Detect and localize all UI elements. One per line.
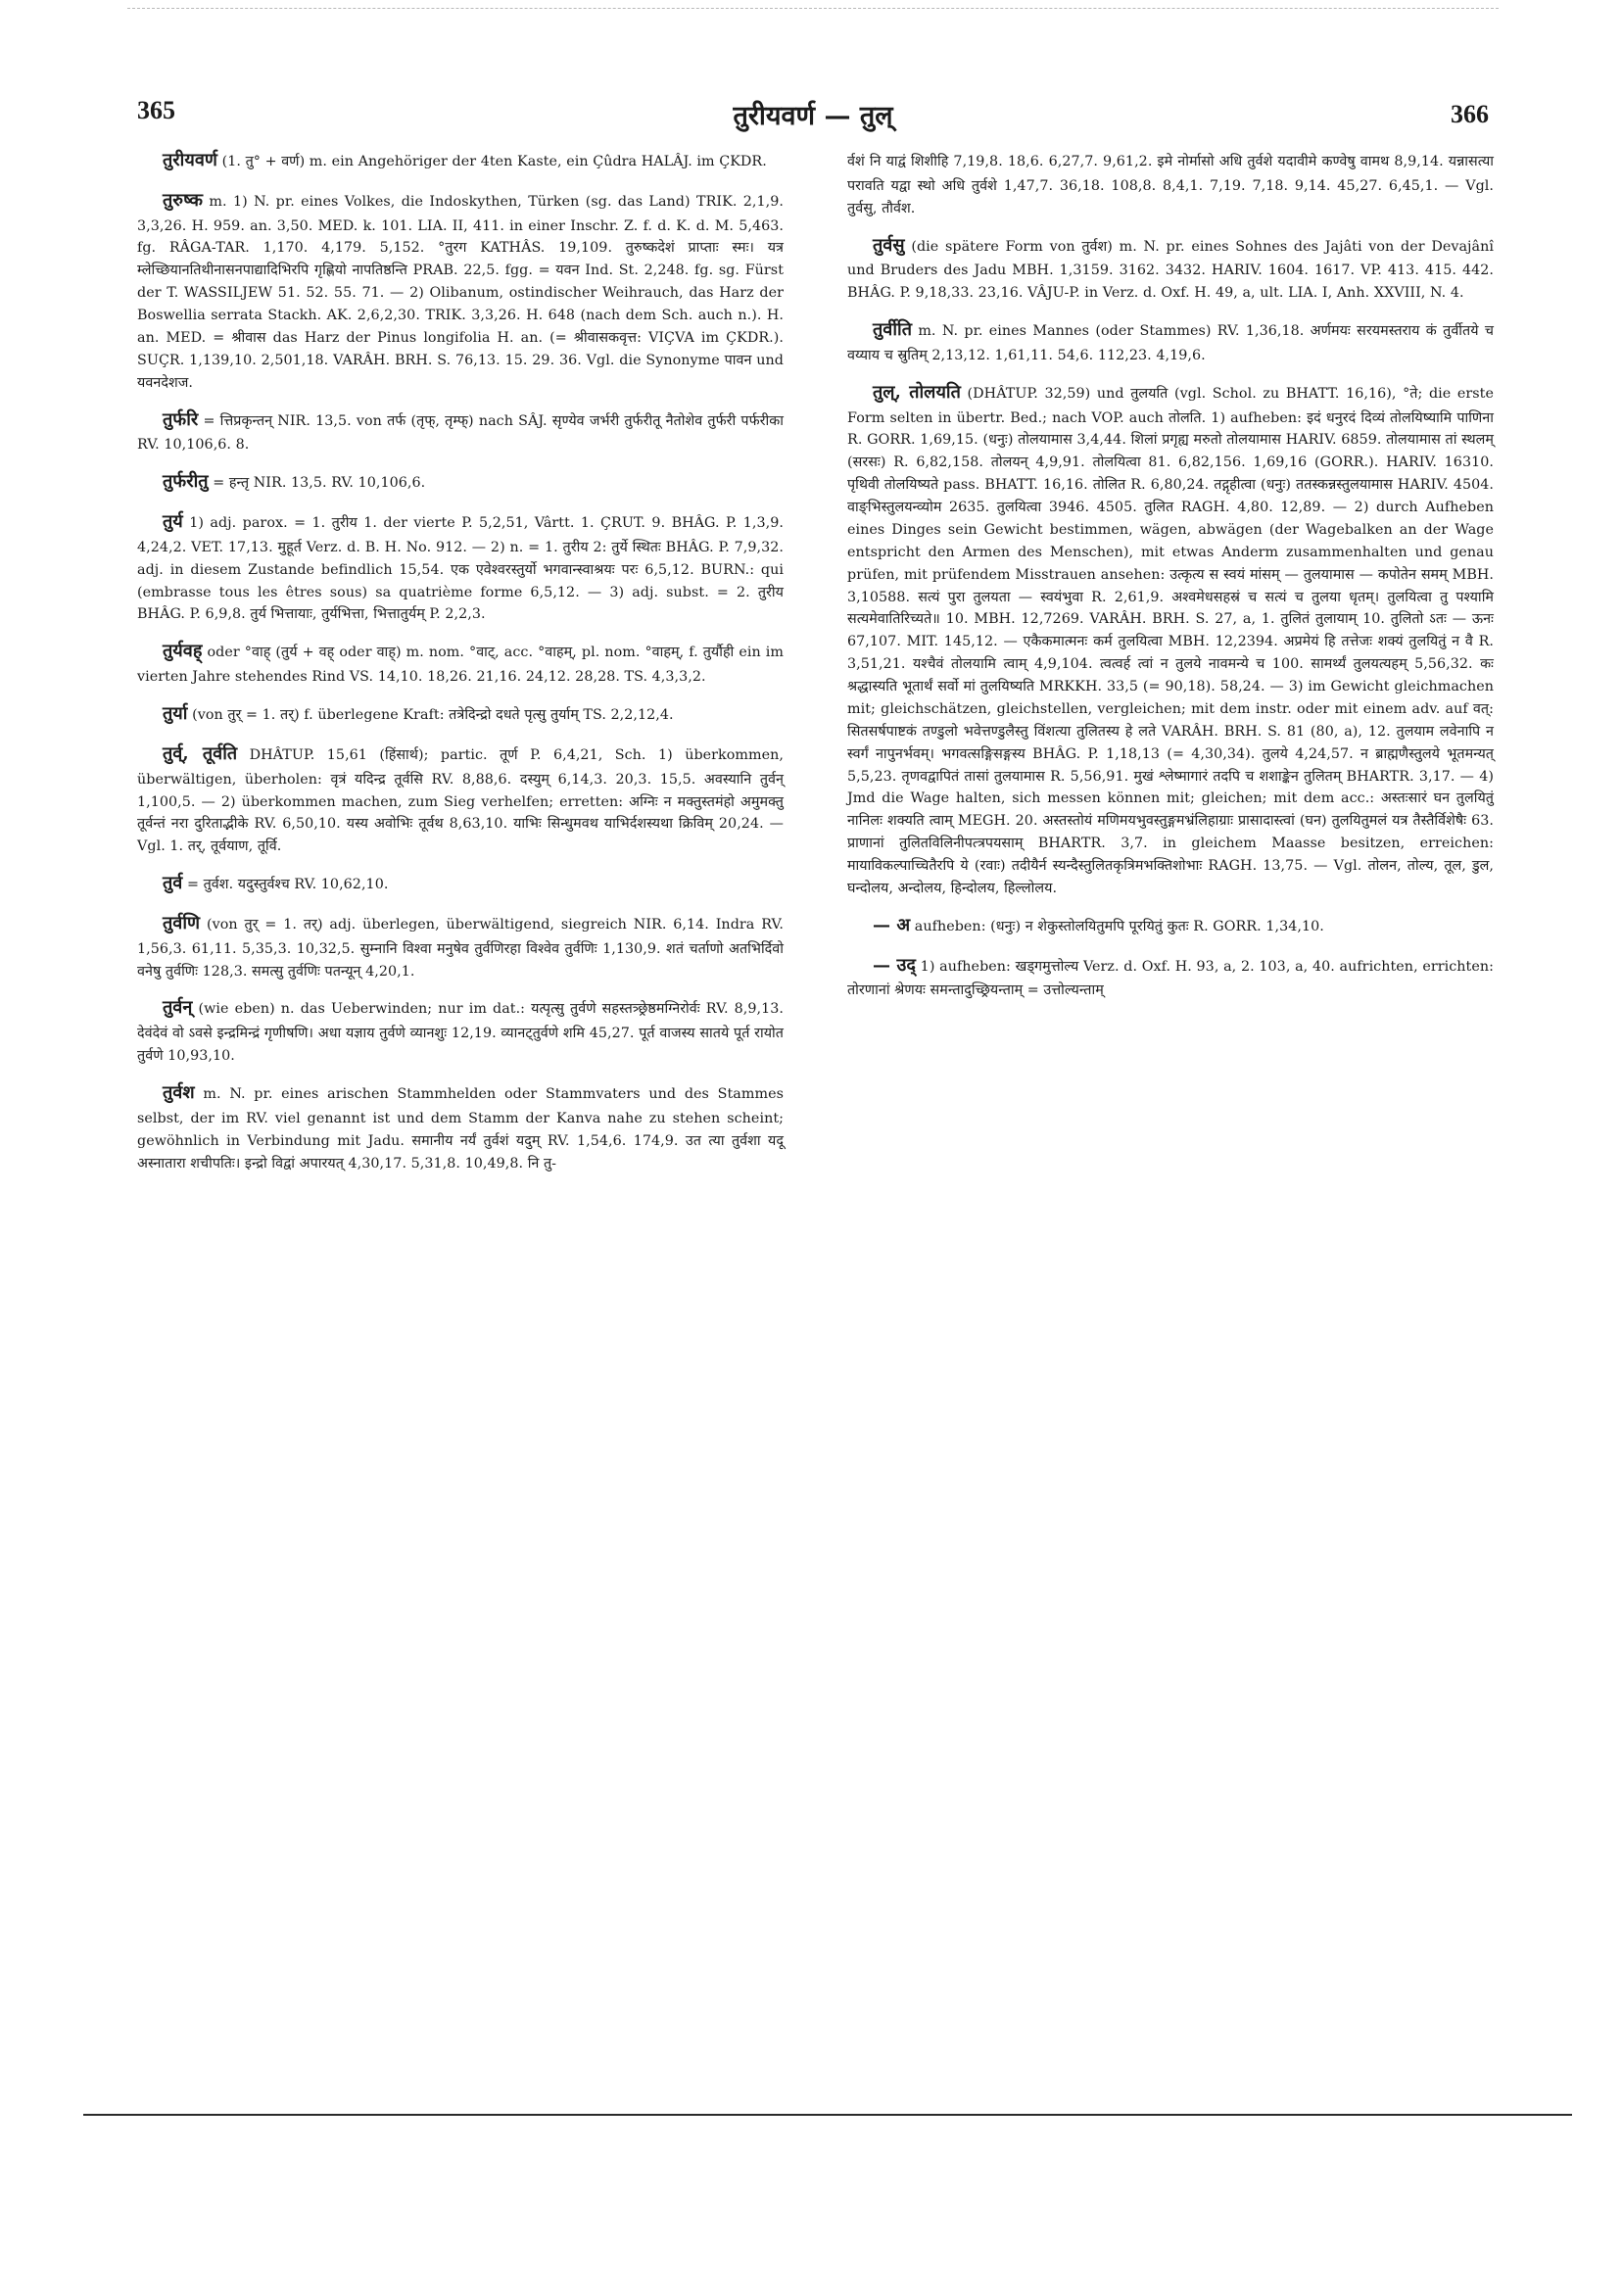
entry-headword: तुर्व्, तूर्वति [163,742,238,764]
dictionary-entry [137,741,784,858]
entry-text: m. 1) N. pr. eines Volkes, die Indoskythen, Türken (sg. das Land) TRIK. 2,1,9. 3,3,26. H. 959. an. 3,50. MED. k. 101. LIA. II, 411. in einer Inschr. Z. f. d. K. d. M. 5,463. fg. RÂGA-TAR. 1,170. 4,179. 5,152. °तुरग KATHÂS. 19,109. तुरुष्कदेशं प्राप्ताः स्मः। यत्र म्लेच्छियानतिथीनासनपाद्यादिभिरपि गृह्णियो नापतिष्ठन्ति PRAB. 22,5. fgg. = यवन Ind. St. 2,248. fg. sg. Fürst der T. WASSILJEW 51. 52. 55. 71. — 2) Olibanum, ostindischer Weihrauch, das Harz der Boswellia serrata Stackh. AK. 2,6,2,30. TRIK. 3,3,26. H. 648 (nach dem Sch. auch n.). H. an. MED. = श्रीवास das Harz der Pinus longifolia H. an. (= श्रीवासकवृत्त: VIÇVA im ÇKDR.). SUÇR. 1,139,10. 2,501,18. VARÂH. BRH. S. 76,13. 15. 29. 36. Vgl. die Synonyme पावन und यवनदेशज. [137,193,784,391]
entry-headword: तुरुष्क [163,189,204,211]
entry-headword: तुर्फरीतु [163,471,209,493]
entry-text: 1) adj. parox. = 1. तुरीय 1. der vierte P. 5,2,51, Vârtt. 1. ÇRUT. 9. BHÂG. P. 1,3,9. 4,24,2. VET. 17,13. मुहूर्त Verz. d. B. H. No. 912. — 2) n. = 1. तुरीय 2: तुर्ये स्थितः BHÂG. P. 7,9,32. adj. in diesem Zustande befindlich 15,54. एक एवेश्वरस्तुर्यो भगवान्स्वाश्रयः परः 6,5,12. BURN.: qui (embrasse tous les êtres sous) sa quatrième forme 6,5,12. — 3) adj. subst. = 2. तुरीय BHÂG. P. 6,9,8. तुर्य भित्तायाः, तुर्यभित्ता, भित्तातुर्यम् P. 2,2,3. [137,515,784,623]
top-edge-rule [127,8,1499,9]
entry-headword: तुल्, तोलयति [873,381,961,403]
dictionary-entry [137,870,784,898]
entry-headword: तुर्वणि [163,912,201,933]
dictionary-entry [137,468,784,497]
entry-text: = हन्तृ NIR. 13,5. RV. 10,106,6. [213,475,426,492]
entry-text: (wie eben) n. das Ueberwinden; nur im dat.: यत्पृत्सु तुर्वणे सहस्तत्र्छ्रेष्ठमग्निरोर्वः RV. 8,9,13. देवंदेवं वो ऽवसे इन्द्रमिन्द्रं गृणीषणि। अधा यज्ञाय तुर्वणे व्यानशुः 12,19. व्यानट्तुर्वणे शमि 45,27. पूर्त वाजस्य सातये पूर्त रायोत तुर्वणे 10,93,10. [137,1001,784,1065]
dictionary-entry [137,187,784,395]
page-number-right: 366 [1451,100,1489,128]
dictionary-entry [137,147,784,175]
dictionary-entry [137,700,784,729]
entry-headword: तुर्व [163,873,183,894]
dictionary-entry [847,232,1494,306]
entry-headword: — उद् [873,954,916,976]
dictionary-entry [137,1079,784,1174]
entry-headword: तुर्या [163,703,188,725]
dictionary-entry [847,912,1494,940]
page-header [137,96,1489,139]
right-column [847,147,1494,1014]
dictionary-entry [137,994,784,1068]
dictionary-entry [137,508,784,626]
entry-headword: तुर्वश [163,1082,195,1104]
entry-headword: — अ [873,914,911,935]
dictionary-entry [847,952,1494,1003]
dictionary-entry [137,407,784,457]
entry-headword: तुर्वीति [873,319,913,341]
entry-text: m. N. pr. eines arischen Stammhelden oder Stammvaters und des Stammes selbst, der im RV. viel genannt ist und dem Stamm der Kanva nahe zu stehen scheint; gewöhnlich in Verbindung mit Jadu. समानीय नर्यं तुर्वशं यदुम् RV. 1,54,6. 174,9. उत त्या तुर्वशा यदू अस्नातारा शचीपतिः। इन्द्रो विद्वां अपारयत् 4,30,17. 5,31,8. 10,49,8. नि तु- [137,1086,784,1172]
entry-headword: तुर्वसु [873,234,905,256]
entry-text: m. N. pr. eines Mannes (oder Stammes) RV. 1,36,18. अर्णमयः सरयमस्तराय कं तुर्वीतये च वय्याय च स्रुतिम् 2,13,12. 1,61,11. 54,6. 112,23. 4,19,6. [847,323,1494,363]
entry-text: (1. तु° + वर्ण) m. ein Angehöriger der 4ten Kaste, ein Çûdra HALÂJ. im ÇKDR. [221,154,767,169]
entry-text: (die spätere Form von तुर्वश) m. N. pr. eines Sohnes des Jajâti von der Devajânî und Bruders des Jadu MBH. 1,3159. 3162. 3432. HARIV. 1604. 1617. VP. 413. 415. 442. BHÂG. P. 9,18,33. 23,16. VÂJU-P. in Verz. d. Oxf. H. 49, a, ult. LIA. I, Anh. XXVIII, N. 4. [847,238,1494,302]
entry-text: (von तुर् = 1. तर्) f. überlegene Kraft: तत्रेदिन्द्रो दधते पृत्सु तुर्याम् TS. 2,2,12,4. [192,707,674,724]
dictionary-entry [137,638,784,689]
left-column [137,147,784,1186]
bottom-rule [83,2114,1572,2116]
entry-text: = त्तिप्रकृन्तन् NIR. 13,5. von तर्फ (तृफ्, तृम्फ्) nach SÂJ. सृण्येव जर्भरी तुर्फरीतू नैतोशेव तुर्फरी पर्फरीका RV. 10,106,6. 8. [137,412,784,454]
entry-text: 1) aufheben: खड्गमुत्तोल्य Verz. d. Oxf. H. 93, a, 2. 103, a, 40. aufrichten, errichten: तोरणानां श्रेणयः समन्तादुच्छ्रियन्ताम् = उत्तोल्यन्ताम् [847,958,1494,999]
entry-text: र्वशं नि याद्वं शिशीहि 7,19,8. 18,6. 6,27,7. 9,61,2. इमे नोर्मासो अधि तुर्वशे यदावीमे कण्वेषु वामथ 8,9,14. यन्नासत्या परावति यद्वा स्थो अधि तुर्वशे 1,47,7. 36,18. 108,8. 8,4,1. 7,19. 7,18. 9,14. 45,27. 6,45,1. — Vgl. तुर्वसु, तौर्वश. [847,154,1494,216]
entry-headword: तुर्य [163,511,183,533]
page-number-left: 365 [137,96,175,124]
entry-text: (von तुर् = 1. तर्) adj. überlegen, überwältigend, siegreich NIR. 6,14. Indra RV. 1,56,3. 61,11. 5,35,3. 10,32,5. सुम्नानि विश्वा मनुषेव तुर्वणिरहा विश्वेव तुर्वणिः 1,130,9. शतं चर्ताणो अतभिर्दिवो वनेषु तुर्वणिः 128,3. समत्सु तुर्वणिः पतन्यून् 4,20,1. [137,916,784,980]
entry-text: (DHÂTUP. 32,59) und तुलयति (vgl. Schol. zu BHATT. 16,16), °ते; die erste Form selten in übertr. Bed.; nach VOP. auch तोलति. 1) aufheben: इदं धनुरदं दिव्यं तोलयिष्यामि पाणिना R. GORR. 1,69,15. (धनुः) तोलयामास 3,4,44. शिलां प्रगृह्य मरुतो तोलयामास HARIV. 6859. तोलयामास तां स्थलम् (सरसः) R. 6,82,158. तोलयन् 4,9,91. तोलयित्वा 81. 6,82,156. 1,69,16 (GORR.). HARIV. 16310. पृथिवी तोलयिष्यते pass. BHATT. 16,16. तोलित R. 6,80,24. तद्गृहीत्वा (धनुः) ततस्कन्नस्तुलयामास HARIV. 4504. वाङ्भिस्तुलयन्व्योम 2635. तुलयित्वा 3946. 4505. तुलित RAGH. 4,80. 12,89. — 2) durch Aufheben eines Dinges sein Gewicht bestimmen, wägen, abwägen (der Wagebalken an der Wage entspricht den Armen des Menschen), mit etwas Anderm zusammenhalten und genau prüfen, mit prüfendem Misstrauen ansehen: उत्कृत्य स स्वयं मांसम् — तुलयामास — कपोतेन समम् MBH. 3,10588. सत्यं पुरा तुलयता — स्वयंभुवा R. 2,61,9. अश्वमेधसहस्रं च सत्यं च तुलया धृतम्। तुलयित्वा तु पश्यामि सत्यमेवातिरिच्यते॥ 10. MBH. 12,7269. VARÂH. BRH. S. 27, a, 1. तुलितं तुलायाम् 10. तुलितो ऽतः — ऊनः 67,107. MIT. 145,12. — एकैकमात्मनः कर्म तुलयित्वा MBH. 12,2394. अप्रमेयं हि तत्तेजः शक्यं तुलयितुं न वै R. 3,51,21. यश्चैवं तोलयामि त्वाम् 4,9,104. त्वत्वर्ह त्वां न तुलये नावमन्ये च 100. सामर्थ्यं तुलयत्यहम् 5,56,32. कः श्रद्धास्यति भूतार्थं सर्वो मां तुलयिष्यति MRKKH. 33,5 (= 90,18). 58,24. — 3) im Gewicht gleichmachen mit; gleichschätzen, gleichstellen, vergleichen; mit dem instr. oder mit einem adv. auf वत्: सितसर्षपाष्टकं तण्डुलो भवेत्तण्डुलैस्तु विंशत्या तुलितस्य हे लते VARÂH. BRH. S. 81 (80, a), 12. तुलयाम लवेनापि न स्वर्गं नापुनर्भवम्। भगवत्सङ्गिसङ्गस्य BHÂG. P. 1,18,13 (= 4,30,34). तुलये 4,24,57. न ब्राह्मणैस्तुलये भूतमन्यत् 5,5,23. तृणवद्वापितं तासां तुलयामास R. 5,56,91. मुखं श्लेष्मागारं तदपि च शशाङ्केन तुलितम् BHARTR. 3,17. — 4) Jmd die Wage halten, sich messen können mit; gleichen; mit dem acc.: अस्तःसारं घन तुलयितुं नानिलः शक्यति त्वाम् MEGH. 20. अस्तस्तोयं मणिमयभुवस्तुङ्गमभ्रंलिहाग्राः प्रासादास्त्वां (घन) तुलयितुमलं यत्र तैस्तैर्विशेषैः 63. प्राणानां तुलितविलिनीपत्त्रपयसाम् BHARTR. 3,7. in gleichem Maasse besitzen, erreichen: मायाविकल्पाच्चितैरपि ये (रवाः) तदीयैर्न स्यन्दैस्तुलितकृत्रिमभक्तिशोभाः RAGH. 13,75. — Vgl. तोलन, तोल्य, तूल, डुल, घन्दोलय, अन्दोलय, हिन्दोलय, हिल्लोलय. [847,385,1494,896]
dictionary-entry [847,379,1494,900]
running-head: तुरीयवर्ण — तुल् [733,101,893,131]
entry-headword: तुर्वन् [163,997,193,1019]
entry-text: oder °वाह् (तुर्य + वह् oder वाह्) m. nom. °वाट्, acc. °वाहम्, pl. nom. °वाहम्, f. तुर्यौही ein im vierten Jahre stehendes Rind VS. 14,10. 18,26. 21,16. 24,12. 28,28. TS. 4,3,3,2. [137,645,784,686]
entry-headword: तुरीयवर्ण [163,150,217,170]
entry-text: aufheben: (धनुः) न शेकुस्तोलयितुमपि पूरयितुं कुतः R. GORR. 1,34,10. [914,918,1324,934]
dictionary-entry-continued [847,147,1494,220]
dictionary-entry [847,316,1494,367]
dictionary-entry [137,910,784,983]
entry-headword: तुर्यवह् [163,641,203,662]
entry-headword: तुर्फरि [163,408,199,430]
entry-text: = तुर्वश. यदुस्तुर्वश्च RV. 10,62,10. [186,877,389,893]
entry-text: DHÂTUP. 15,61 (हिंसार्थ); partic. तूर्ण P. 6,4,21, Sch. 1) überkommen, überwältigen, überholen: वृत्रं यदिन्द्र तूर्वसि RV. 8,88,6. दस्युम् 6,14,3. 20,3. 15,5. अवस्यानि तुर्वन् 1,100,5. — 2) überkommen machen, zum Sieg verhelfen; erretten: अग्निः न मक्तुस्तमंहो अमुमक्तु तूर्वन्तं नरा दुरिताद्भीके RV. 6,50,10. यस्य अवोभिः तूर्वथ 8,63,10. याभिः सिन्धुमवथ याभिर्दशस्यथा क्रिविम् 20,24. — Vgl. 1. तर्, तूर्वयाण, तूर्वि. [137,746,784,855]
